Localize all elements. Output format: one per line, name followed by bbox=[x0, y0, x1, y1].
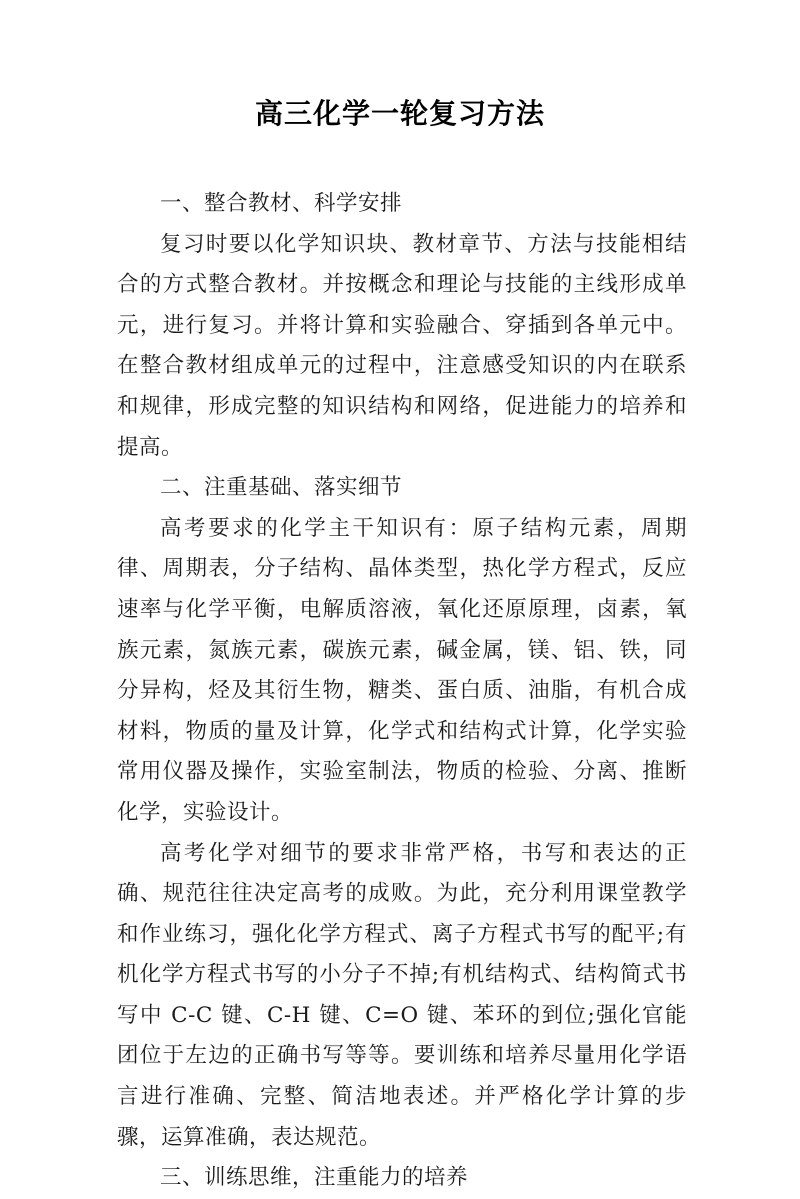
section-heading-1: 一、整合教材、科学安排 bbox=[160, 191, 403, 216]
paragraph-integrate-materials: 复习时要以化学知识块、教材章节、方法与技能相结合的方式整合教材。并按概念和理论与技能的主线形成单元，进行复习。并将计算和实验融合、穿插到各单元中。在整合教材组成单元的过程中，注意感受知识的内在联系和规律，形成完整的知识结构和网络，促进能力的培养和提高。 bbox=[117, 231, 687, 460]
section-heading-3: 三、训练思维，注重能力的培养 bbox=[160, 1165, 469, 1191]
document-body bbox=[117, 184, 687, 1199]
document-title: 高三化学一轮复习方法 bbox=[254, 97, 545, 130]
paragraph-core-knowledge: 高考要求的化学主干知识有：原子结构元素，周期律、周期表，分子结构、晶体类型，热化学方程式，反应速率与化学平衡，电解质溶液，氧化还原原理，卤素，氧族元素，氮族元素，碳族元素，碱金属，镁、铝、铁，同分异构，烃及其衍生物，糖类、蛋白质、油脂，有机合成材料，物质的量及计算，化学式和结构式计算，化学实验常用仪器及操作，实验室制法，物质的检验、分离、推断化学，实验设计。 bbox=[117, 515, 687, 825]
section-heading-2: 二、注重基础、落实细节 bbox=[160, 475, 403, 501]
paragraph-details: 高考化学对细节的要求非常严格，书写和表达的正确、规范往往决定高考的成败。为此，充分利用课堂教学和作业练习，强化化学方程式、离子方程式书写的配平;有机化学方程式书写的小分子不掉;有机结构式、结构简式书写中 C-C 键、C-H 键、C=O 键、苯环的到位;强化官能团位于左边的正确书写等等。要训练和培养尽量用化学语言进行准确、完整、简洁地表述。并严格化学计算的步骤，运算准确，表达规范。 bbox=[117, 840, 687, 1150]
